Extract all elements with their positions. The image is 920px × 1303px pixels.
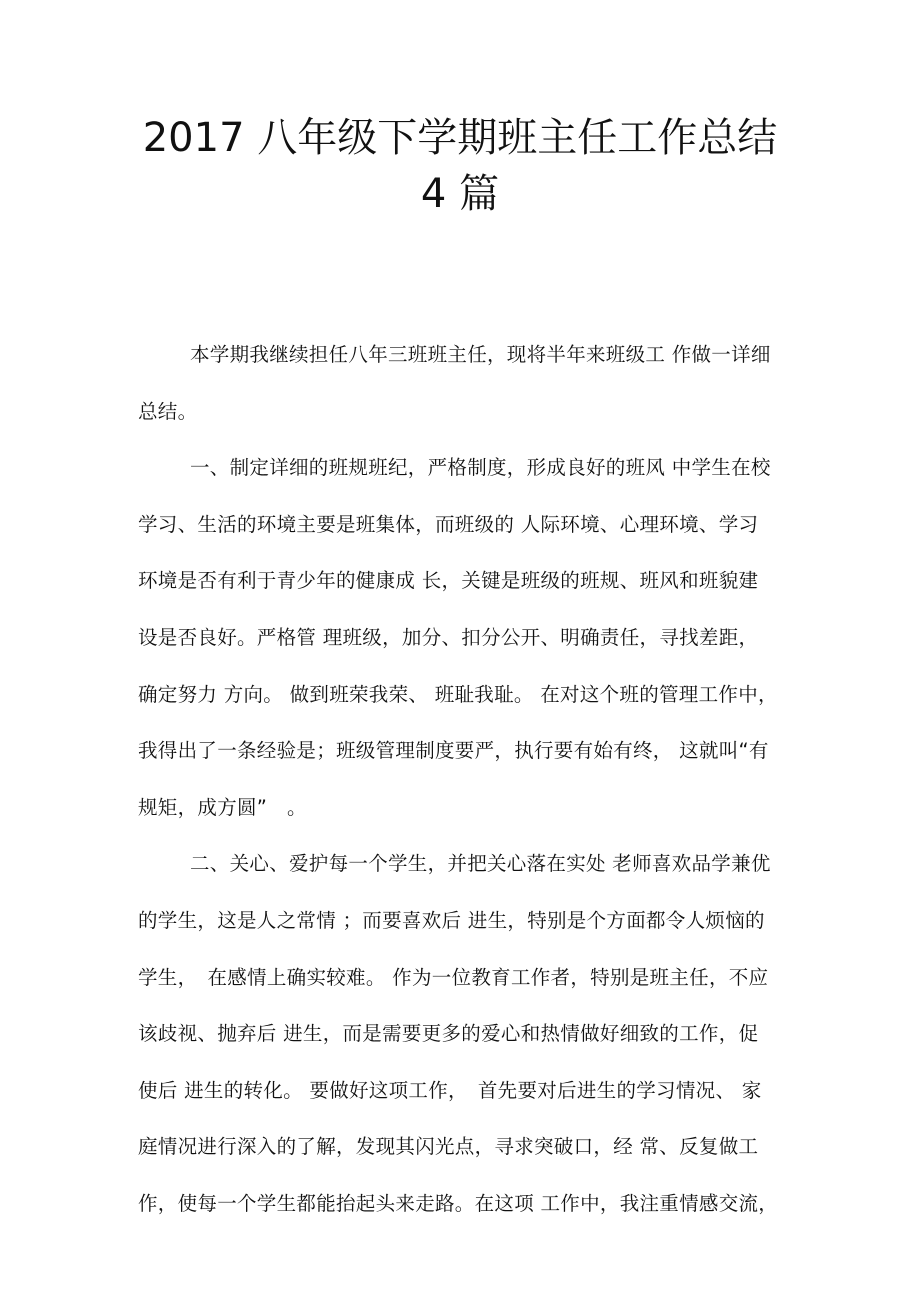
- text-line: 设是否良好。严格管 理班级，加分、扣分公开、明确责任，寻找差距，: [138, 625, 759, 649]
- text-line: 我得出了一条经验是；班级管理制度要严，执行要有始有终， 这就叫“有: [138, 739, 769, 763]
- text-line: 二、关心、爱护每一个学生，并把关心落在实处 老师喜欢品学兼优: [190, 852, 771, 876]
- text-line: 总结。: [138, 399, 198, 423]
- text-line: 学习、生活的环境主要是班集体，而班级的 人际环境、心理环境、学习: [138, 512, 759, 536]
- text-line: 作，使每一个学生都能抬起头来走路。在这项 工作中，我注重情感交流，: [138, 1191, 779, 1215]
- text-line: 确定努力 方向。 做到班荣我荣、 班耻我耻。 在对这个班的管理工作中，: [138, 682, 778, 706]
- document-body: [138, 327, 788, 1233]
- text-line: 本学期我继续担任八年三班班主任，现将半年来班级工 作做一详细: [190, 343, 771, 366]
- text-line: 该歧视、抛弃后 进生，而是需要更多的爱心和热情做好细致的工作，促: [138, 1022, 759, 1046]
- title-line-1: 2017 八年级下学期班主任工作总结: [142, 115, 778, 161]
- text-line: 学生， 在感情上确实较难。 作为一位教育工作者，特别是班主任，不应: [138, 965, 769, 989]
- text-line: 庭情况进行深入的了解，发现其闪光点，寻求突破口，经 常、反复做工: [138, 1135, 759, 1159]
- document-title: [0, 110, 920, 222]
- text-line: 环境是否有利于青少年的健康成 长，关键是班级的班规、班风和班貌建: [138, 569, 759, 593]
- text-line: 规矩，成方圆” 。: [138, 795, 307, 819]
- text-line: 的学生，这是人之常情 ；而要喜欢后 进生，特别是个方面都令人烦恼的: [138, 908, 765, 932]
- text-line: 使后 进生的转化。 要做好这项工作， 首先要对后进生的学习情况、 家: [138, 1078, 762, 1102]
- text-line: 一、制定详细的班规班纪，严格制度，形成良好的班风 中学生在校: [190, 456, 771, 480]
- title-line-2: 4 篇: [420, 171, 500, 217]
